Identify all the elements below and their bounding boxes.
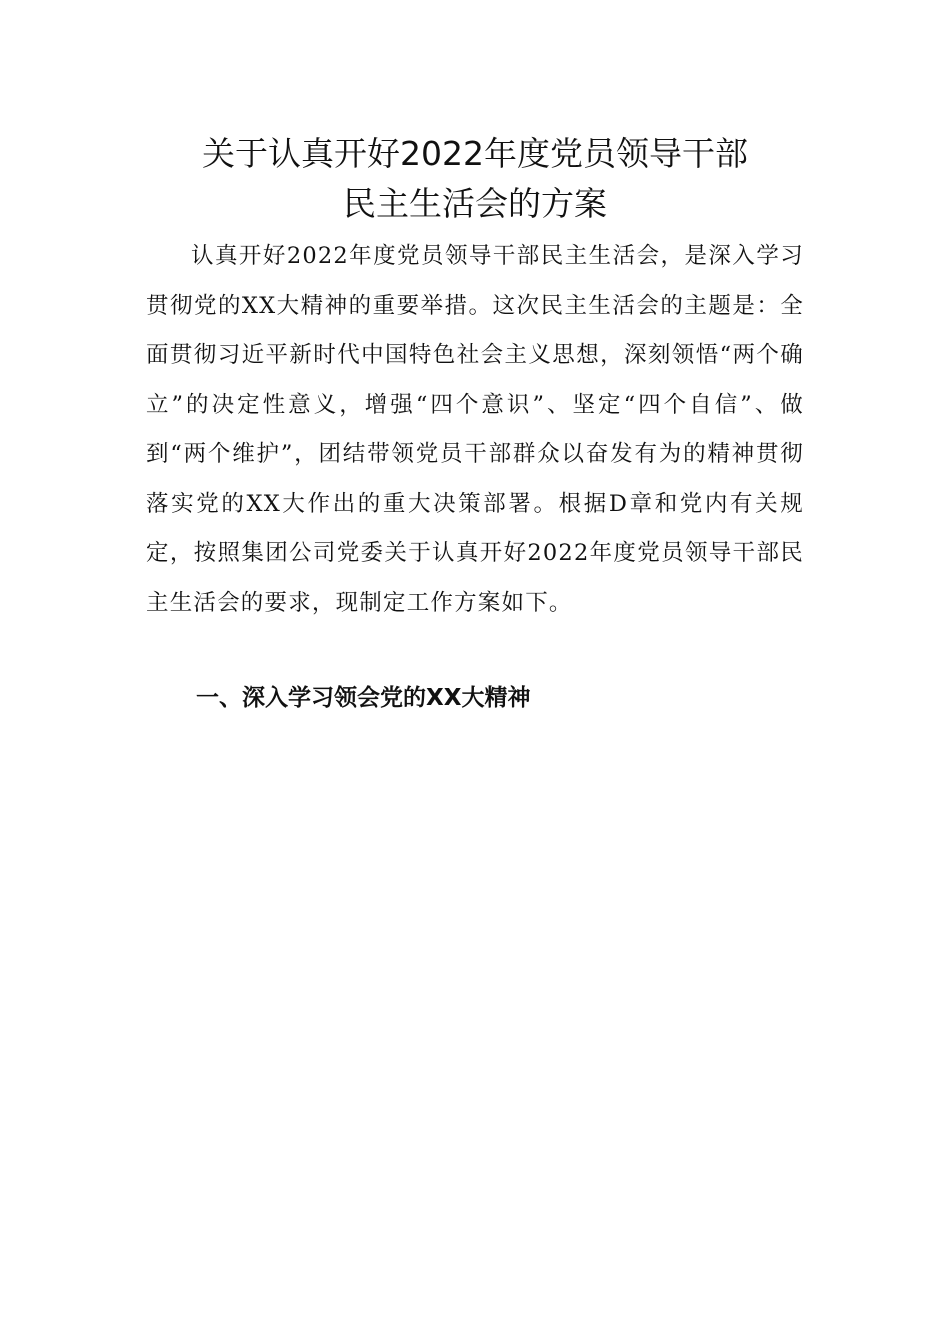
document-title-line-1: 关于认真开好2022年度党员领导干部 xyxy=(202,134,748,173)
intro-paragraph: 认真开好2022年度党员领导干部民主生活会，是深入学习贯彻党的XX大精神的重要举措。这次民主生活会的主题是：全面贯彻习近平新时代中国特色社会主义思想，深刻领悟“两个确立”的决定性意义，增强“四个意识”、坚定“四个自信”、做到“两个维护”，团结带领党员干部群众以奋发有为的精神贯彻落实党的XX大作出的重大决策部署。根据D章和党内有关规定，按照集团公司党委关于认真开好2022年度党员领导干部民主生活会的要求，现制定工作方案如下。 xyxy=(146,243,804,616)
document-title-line-2: 民主生活会的方案 xyxy=(343,184,607,223)
section-heading-1: 一、深入学习领会党的XX大精神 xyxy=(196,685,531,711)
